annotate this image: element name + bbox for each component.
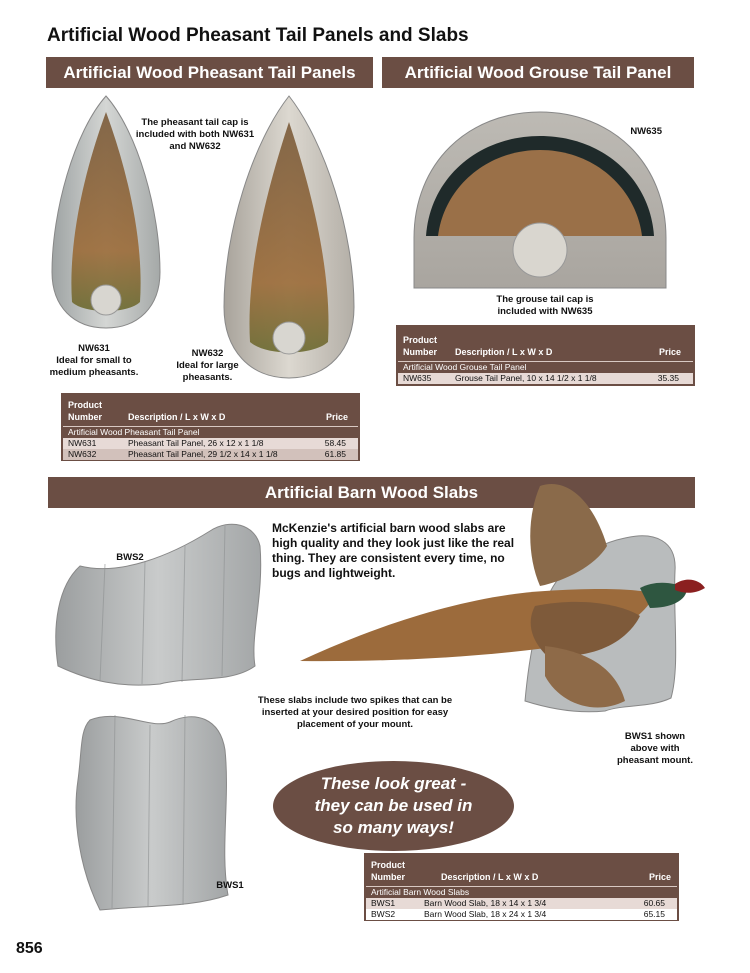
bws1-shown-caption: BWS1 shown above with pheasant mount. — [616, 731, 693, 766]
row-number: NW635 — [403, 373, 432, 383]
promo-oval: These look great - they can be used in so many ways! — [273, 761, 514, 851]
page-number: 856 — [16, 940, 43, 957]
table-header — [63, 395, 358, 426]
banner-barn-wood-slabs: Artificial Barn Wood Slabs — [48, 477, 695, 508]
row-price: 58.45 — [324, 438, 346, 448]
table-row — [366, 909, 677, 920]
table-row — [63, 449, 358, 460]
bws2-label: BWS2 — [116, 552, 144, 563]
banner-grouse-panel: Artificial Wood Grouse Tail Panel — [382, 57, 694, 88]
nw632-caption: NW632 Ideal for large pheasants. — [176, 348, 239, 383]
table-section-label: Artificial Barn Wood Slabs — [366, 886, 677, 898]
table-section-label: Artificial Wood Grouse Tail Panel — [398, 361, 693, 373]
header-product: Product — [68, 400, 103, 410]
nw631-caption: NW631 Ideal for small to medium pheasants. — [49, 343, 139, 378]
grouse-cap-note: The grouse tail cap is included with NW635 — [496, 294, 594, 317]
header-number: Number — [403, 347, 438, 357]
row-description: Barn Wood Slab, 18 x 14 x 1 3/4 — [424, 898, 547, 908]
bws2-slab-image — [50, 516, 265, 688]
header-price: Price — [658, 347, 681, 357]
row-price: 61.85 — [324, 449, 346, 459]
table-section-label: Artificial Wood Pheasant Tail Panel — [63, 426, 358, 438]
row-number: NW631 — [68, 438, 97, 448]
row-number: BWS2 — [371, 909, 396, 919]
header-price: Price — [325, 412, 348, 422]
row-price: 35.35 — [657, 373, 679, 383]
bws1-slab-image — [70, 700, 232, 912]
row-description: Grouse Tail Panel, 10 x 14 1/2 x 1 1/8 — [455, 373, 597, 383]
pheasant-price-table — [61, 393, 360, 461]
row-number: BWS1 — [371, 898, 396, 908]
grouse-price-table — [396, 325, 695, 386]
spikes-note: These slabs include two spikes that can be inserted at your desired position for easy placement of your mount. — [257, 695, 453, 730]
row-number: NW632 — [68, 449, 97, 459]
table-row — [398, 373, 693, 384]
nw635-label: NW635 — [630, 126, 662, 137]
page-title: Artificial Wood Pheasant Tail Panels and Slabs — [47, 25, 469, 46]
row-description: Barn Wood Slab, 18 x 24 x 1 3/4 — [424, 909, 547, 919]
header-description: Description / L x W x D — [128, 412, 226, 422]
table-header — [366, 855, 677, 886]
header-number: Number — [68, 412, 103, 422]
table-row — [63, 438, 358, 449]
table-row — [366, 898, 677, 909]
bws1-label: BWS1 — [216, 880, 244, 891]
header-product: Product — [403, 335, 438, 345]
header-price: Price — [648, 872, 671, 882]
header-number: Number — [371, 872, 406, 882]
table-header — [398, 327, 693, 361]
pheasant-cap-note: The pheasant tail cap is included with both NW631 and NW632 — [135, 117, 255, 152]
row-description: Pheasant Tail Panel, 29 1/2 x 14 x 1 1/8 — [128, 449, 278, 459]
barn-price-table — [364, 853, 679, 921]
row-description: Pheasant Tail Panel, 26 x 12 x 1 1/8 — [128, 438, 264, 448]
header-description: Description / L x W x D — [441, 872, 539, 882]
row-price: 60.65 — [643, 898, 665, 908]
banner-pheasant-panels: Artificial Wood Pheasant Tail Panels — [46, 57, 373, 88]
barn-intro-text: McKenzie's artificial barn wood slabs are high quality and they look just like the real thing. They are consistent every time, no bugs and lightweight. — [272, 521, 515, 580]
header-product: Product — [371, 860, 406, 870]
row-price: 65.15 — [643, 909, 665, 919]
header-description: Description / L x W x D — [455, 347, 553, 357]
